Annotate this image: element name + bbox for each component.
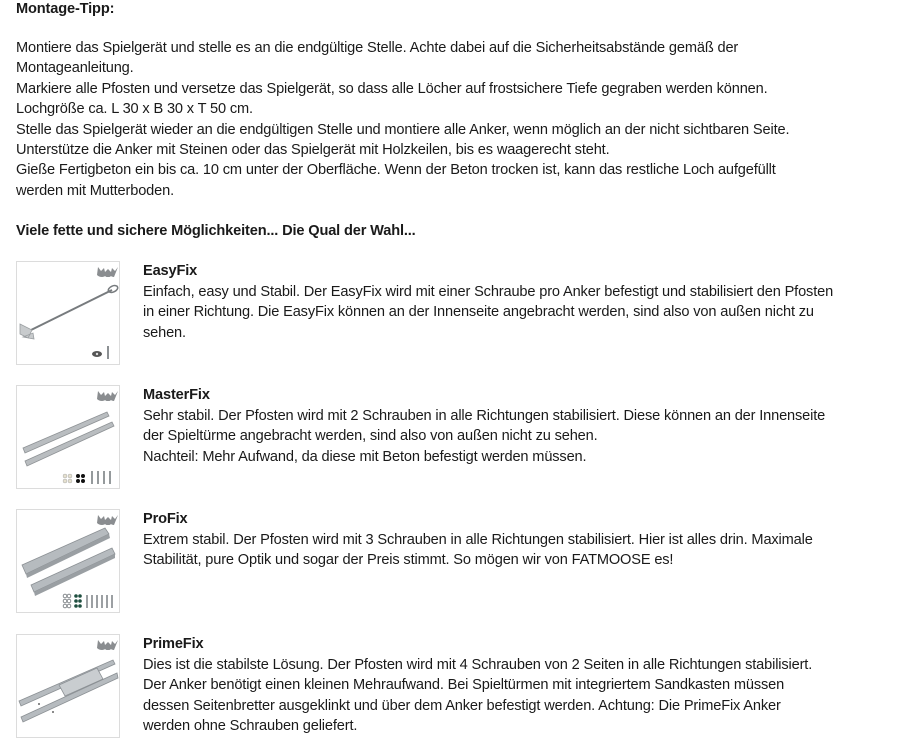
product-description-line: Dies ist die stabilste Lösung. Der Pfosten wird mit 4 Schrauben von 2 Seiten in alle Richtungen stabilisiert. [143, 656, 813, 673]
angle-anchor-icon [16, 509, 120, 613]
tip-line: werden mit Mutterboden. [16, 183, 174, 199]
product-description-line: Stabilität, pure Optik und sogar der Preis stimmt. So mögen wir von FATMOOSE es! [143, 552, 674, 568]
product-name: EasyFix [143, 263, 198, 279]
options-heading: Viele fette und sichere Möglichkeiten... Die Qual der Wahl... [16, 223, 416, 239]
product-description-line: werden ohne Schrauben geliefert. [143, 718, 358, 734]
tip-heading: Montage-Tipp: [16, 1, 115, 17]
product-masterfix [16, 385, 896, 495]
tip-line: Lochgröße ca. L 30 x B 30 x T 50 cm. [16, 101, 253, 117]
product-name: ProFix [143, 511, 188, 527]
product-easyfix [16, 261, 896, 371]
tip-line: Montiere das Spielgerät und stelle es an die endgültige Stelle. Achte dabei auf die Sicherheitsabstände gemäß der [16, 40, 739, 56]
product-primefix [16, 634, 896, 744]
product-name: PrimeFix [143, 636, 204, 652]
product-description-line: der Spieltürme angebracht werden, sind also von außen nicht zu sehen. [143, 428, 598, 444]
product-description-line: Der Anker benötigt einen kleinen Mehraufwand. Bei Spieltürmen mit integriertem Sandkasten müssen [143, 677, 785, 693]
tip-line: Unterstütze die Anker mit Steinen oder das Spielgerät mit Holzkeilen, bis es waagerecht steht. [16, 142, 610, 158]
product-description-line: Extrem stabil. Der Pfosten wird mit 3 Schrauben in alle Richtungen stabilisiert. Hier ist alles drin. Maximale [143, 531, 813, 548]
ground-screw-anchor-icon [16, 261, 120, 365]
product-description-line: dessen Seitenbretter ausgeklinkt und über dem Anker befestigt werden. Achtung: Die PrimeFix Anker [143, 697, 781, 714]
moose-logo-icon [97, 391, 118, 401]
flat-bar-anchor-icon [16, 385, 120, 489]
product-description-line: Einfach, easy und Stabil. Der EasyFix wird mit einer Schraube pro Anker befestigt und stabilisiert den Pfosten [143, 283, 834, 300]
product-name: MasterFix [143, 387, 210, 403]
moose-logo-icon [97, 515, 118, 525]
product-profix [16, 509, 896, 619]
tip-line: Gieße Fertigbeton ein bis ca. 10 cm unter der Oberfläche. Wenn der Beton trocken ist, kann das restliche Loch aufgefüllt [16, 162, 776, 178]
product-description-line: Nachteil: Mehr Aufwand, da diese mit Beton befestigt werden müssen. [143, 448, 587, 465]
moose-logo-icon [97, 267, 118, 277]
product-description-line: in einer Richtung. Die EasyFix können an der Innenseite angebracht werden, sind also von außen nicht zu [143, 304, 814, 320]
tip-line: Montageanleitung. [16, 60, 134, 76]
product-description-line: sehen. [143, 324, 186, 341]
tip-line: Markiere alle Pfosten und versetze das Spielgerät, so dass alle Löcher auf frostsichere Tiefe gegraben werden können. [16, 81, 768, 97]
tip-line: Stelle das Spielgerät wieder an die endgültigen Stelle und montiere alle Anker, wenn möglich an der nicht sichtbaren Seite. [16, 122, 790, 138]
h-anchor-icon [16, 634, 120, 738]
moose-logo-icon [97, 640, 118, 650]
product-description-line: Sehr stabil. Der Pfosten wird mit 2 Schrauben in alle Richtungen stabilisiert. Diese können an der Innenseite [143, 407, 826, 424]
